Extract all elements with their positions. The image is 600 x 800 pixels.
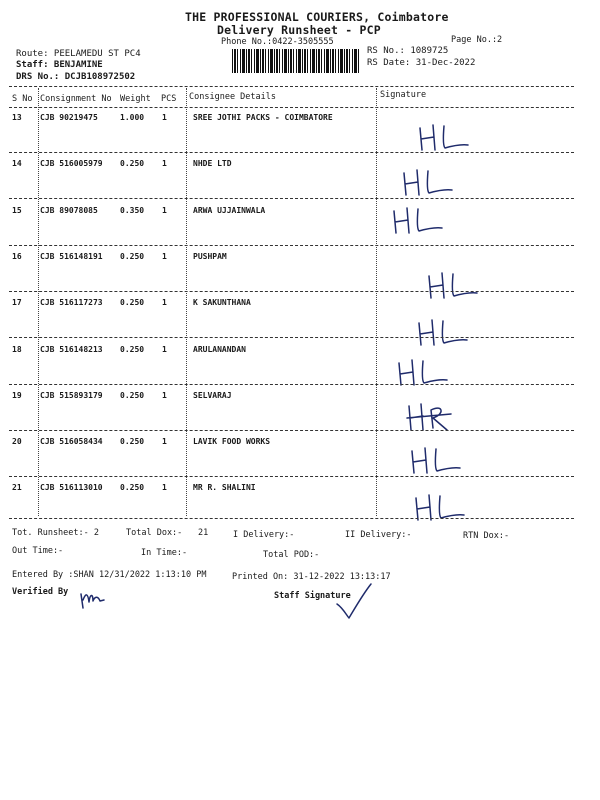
column-header-sno: S No <box>12 94 33 104</box>
rs-date: RS Date: 31-Dec-2022 <box>367 58 476 68</box>
row-consignment-no: CJB 515893179 <box>40 391 103 400</box>
route-label: Route: PEELAMEDU ST PC4 <box>16 49 141 59</box>
row-sno: 13 <box>12 113 22 122</box>
row-pcs: 1 <box>162 391 167 400</box>
table-bottom-rule <box>9 518 574 519</box>
row-consignee: NHDE LTD <box>193 159 232 168</box>
total-dox-label: Total Dox:- <box>126 528 183 538</box>
row-consignment-no: CJB 90219475 <box>40 113 98 122</box>
row-weight: 0.250 <box>120 483 145 492</box>
row-weight: 0.250 <box>120 298 145 307</box>
row-sno: 15 <box>12 206 22 215</box>
row-signature <box>408 443 464 477</box>
staff-signature-label: Staff Signature <box>274 591 351 601</box>
row-pcs: 1 <box>162 159 167 168</box>
row-divider <box>9 152 574 153</box>
row-sno: 19 <box>12 391 22 400</box>
column-header-consignment: Consignment No <box>40 94 112 104</box>
column-header-pcs: PCS <box>161 94 177 104</box>
row-sno: 18 <box>12 345 22 354</box>
row-consignment-no: CJB 516058434 <box>40 437 103 446</box>
row-consignee: MR R. SHALINI <box>193 483 256 492</box>
row-signature <box>416 120 472 154</box>
row-sno: 16 <box>12 252 22 261</box>
row-divider <box>9 245 574 246</box>
row-pcs: 1 <box>162 345 167 354</box>
row-weight: 1.000 <box>120 113 145 122</box>
row-divider <box>9 198 574 199</box>
row-divider <box>9 476 574 477</box>
row-sno: 14 <box>12 159 22 168</box>
row-consignee: ARWA UJJAINWALA <box>193 206 266 215</box>
row-consignee: K SAKUNTHANA <box>193 298 251 307</box>
out-time: Out Time:- <box>12 546 64 556</box>
staff-signature <box>335 582 375 622</box>
barcode-image <box>232 49 360 73</box>
row-signature <box>390 203 446 237</box>
row-weight: 0.250 <box>120 345 145 354</box>
total-pod: Total POD:- <box>263 550 320 560</box>
row-consignment-no: CJB 89078085 <box>40 206 98 215</box>
entered-by: Entered By :SHAN 12/31/2022 1:13:10 PM <box>12 570 207 580</box>
verified-by-label: Verified By <box>12 587 69 597</box>
row-pcs: 1 <box>162 437 167 446</box>
header-top-rule <box>9 86 574 87</box>
row-consignment-no: CJB 516117273 <box>40 298 103 307</box>
total-dox-value: 21 <box>198 528 209 538</box>
row-consignment-no: CJB 516113010 <box>40 483 103 492</box>
row-divider <box>9 430 574 431</box>
drs-number: DRS No.: DCJB108972502 <box>16 72 136 82</box>
row-weight: 0.250 <box>120 437 145 446</box>
column-header-signature: Signature <box>380 90 427 100</box>
row-signature <box>405 400 461 434</box>
row-consignee: LAVIK FOOD WORKS <box>193 437 271 446</box>
page-number: Page No.:2 <box>451 35 503 45</box>
row-divider <box>9 291 574 292</box>
rtn-dox: RTN Dox:- <box>463 531 510 541</box>
row-weight: 0.250 <box>120 159 145 168</box>
row-weight: 0.350 <box>120 206 145 215</box>
header-bottom-rule <box>9 107 574 108</box>
row-consignment-no: CJB 516148213 <box>40 345 103 354</box>
row-sno: 21 <box>12 483 22 492</box>
row-pcs: 1 <box>162 113 167 122</box>
row-divider <box>9 337 574 338</box>
row-pcs: 1 <box>162 298 167 307</box>
printed-on: Printed On: 31-12-2022 13:13:17 <box>232 572 391 582</box>
row-consignee: SREE JOTHI PACKS - COIMBATORE <box>193 113 333 122</box>
row-pcs: 1 <box>162 206 167 215</box>
row-divider <box>9 384 574 385</box>
column-header-consignee: Consignee Details <box>189 92 276 102</box>
row-weight: 0.250 <box>120 252 145 261</box>
in-time: In Time:- <box>141 548 188 558</box>
i-delivery: I Delivery:- <box>233 530 295 540</box>
ii-delivery: II Delivery:- <box>345 530 412 540</box>
row-consignee: SELVARAJ <box>193 391 232 400</box>
row-sno: 20 <box>12 437 22 446</box>
company-name: THE PROFESSIONAL COURIERS, Coimbatore <box>185 10 449 24</box>
row-signature <box>400 165 456 199</box>
row-weight: 0.250 <box>120 391 145 400</box>
row-signature <box>425 268 481 302</box>
total-runsheet: Tot. Runsheet:- 2 <box>12 528 99 538</box>
phone-number: Phone No.:0422-3505555 <box>221 37 334 47</box>
row-pcs: 1 <box>162 483 167 492</box>
document-title: Delivery Runsheet - PCP <box>217 23 381 37</box>
row-consignment-no: CJB 516148191 <box>40 252 103 261</box>
row-consignee: PUSHPAM <box>193 252 227 261</box>
rs-number: RS No.: 1089725 <box>367 46 449 56</box>
row-consignment-no: CJB 516005979 <box>40 159 103 168</box>
column-header-weight: Weight <box>120 94 151 104</box>
row-signature <box>415 315 471 349</box>
row-sno: 17 <box>12 298 22 307</box>
verifier-signature <box>78 588 108 614</box>
row-consignee: ARULANANDAN <box>193 345 246 354</box>
staff-label: Staff: BENJAMINE <box>16 60 103 70</box>
row-pcs: 1 <box>162 252 167 261</box>
